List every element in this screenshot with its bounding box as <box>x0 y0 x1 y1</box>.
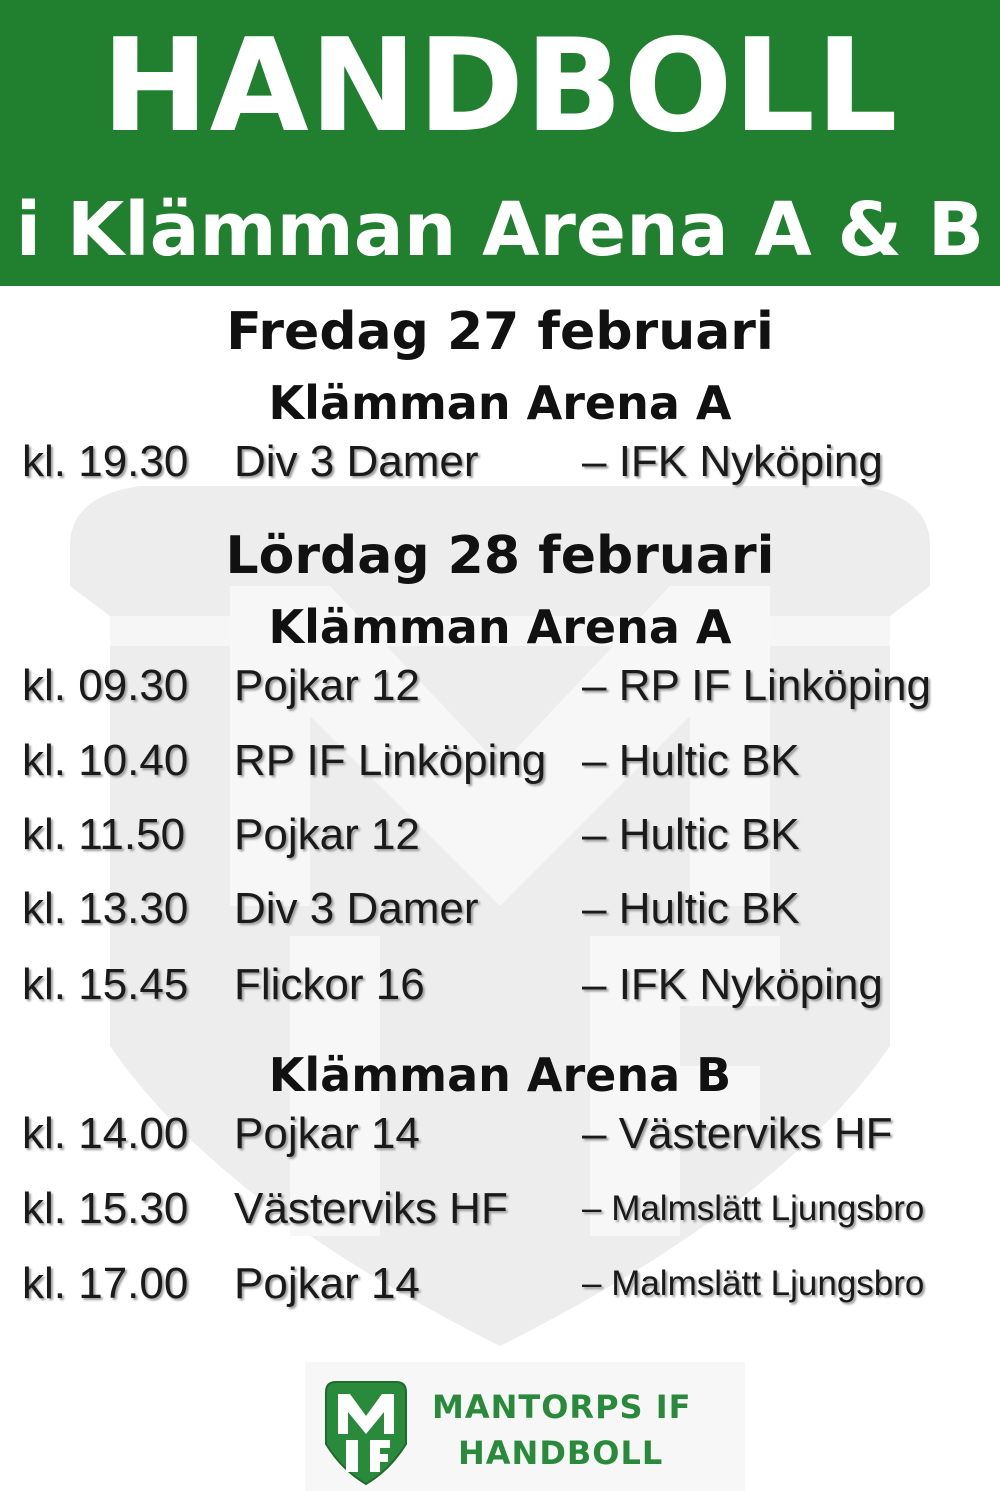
match-row <box>0 1106 1000 1162</box>
match-away: – Västerviks HF <box>582 1109 893 1158</box>
match-home: Pojkar 14 <box>234 1109 420 1158</box>
match-away: – IFK Nyköping <box>582 960 883 1009</box>
match-time: kl. 09.30 <box>22 661 189 710</box>
match-time: kl. 15.30 <box>22 1184 189 1233</box>
match-away: – Malmslätt Ljungsbro <box>582 1264 925 1303</box>
page-subtitle: i Klämman Arena A & B <box>15 187 985 273</box>
day-heading-friday: Fredag 27 februari <box>226 302 774 362</box>
match-row <box>0 807 1000 863</box>
match-row <box>0 1181 1000 1237</box>
match-away: – RP IF Linköping <box>582 661 931 710</box>
match-row <box>0 1256 1000 1312</box>
match-away: – Hultic BK <box>582 810 800 859</box>
club-section: HANDBOLL <box>458 1434 664 1472</box>
arena-heading: Klämman Arena B <box>268 1048 732 1102</box>
match-home: Div 3 Damer <box>234 884 479 933</box>
match-home: RP IF Linköping <box>234 736 547 785</box>
match-away: – Malmslätt Ljungsbro <box>582 1189 925 1228</box>
match-time: kl. 14.00 <box>22 1109 189 1158</box>
match-time: kl. 10.40 <box>22 736 189 785</box>
header-banner <box>0 0 1000 286</box>
match-home: Div 3 Damer <box>234 437 479 486</box>
page-title: HANDBOLL <box>101 12 899 161</box>
match-home: Pojkar 14 <box>234 1259 420 1308</box>
match-away: – Hultic BK <box>582 736 800 785</box>
match-home: Pojkar 12 <box>234 661 420 710</box>
match-row <box>0 881 1000 937</box>
arena-heading: Klämman Arena A <box>268 600 732 654</box>
match-away: – Hultic BK <box>582 884 800 933</box>
match-time: kl. 19.30 <box>22 437 189 486</box>
match-away: – IFK Nyköping <box>582 437 883 486</box>
match-row <box>0 434 1000 490</box>
match-row <box>0 733 1000 789</box>
club-name: MANTORPS IF <box>432 1388 692 1426</box>
match-row <box>0 658 1000 714</box>
match-time: kl. 15.45 <box>22 960 189 1009</box>
arena-heading: Klämman Arena A <box>268 376 732 430</box>
match-row <box>0 957 1000 1013</box>
match-time: kl. 17.00 <box>22 1259 189 1308</box>
match-home: Pojkar 12 <box>234 810 420 859</box>
match-time: kl. 13.30 <box>22 884 189 933</box>
day-heading-saturday: Lördag 28 februari <box>225 526 775 586</box>
match-home: Västerviks HF <box>234 1184 508 1233</box>
match-time: kl. 11.50 <box>22 810 186 859</box>
club-shield-logo <box>320 1378 412 1486</box>
match-home: Flickor 16 <box>234 960 425 1009</box>
